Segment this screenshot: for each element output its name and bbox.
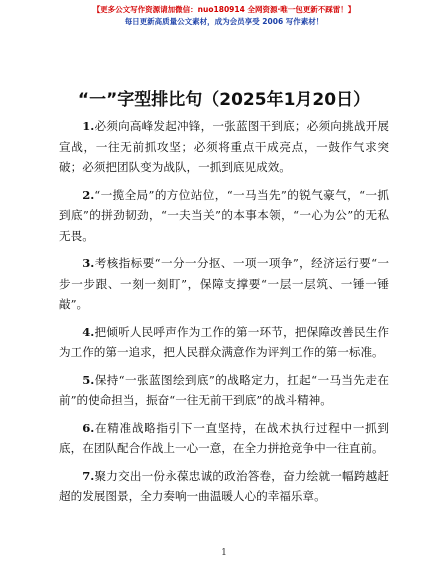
paragraph-text: 把倾听人民呼声作为工作的第一环节，把保障改善民生作为工作的第一追求，把人民群众满意作为评判工作的第一标准。 [59,324,389,359]
paragraph [59,466,389,507]
document-body [59,116,389,514]
banner-line-1: 【更多公文写作资源请加微信：nuo180914 全网资源·唯一包更新不踩雷！】 [92,5,356,14]
paragraph-number: 1. [82,119,95,133]
header-banner [0,4,448,28]
banner-line-2: 每日更新高质量公文素材，成为会员享受 2006 写作素材！ [124,17,324,26]
paragraph [59,322,389,363]
paragraph-text: 考核指标要“一分一分抠、一项一项争”，经济运行要“一步一步跟、一刻一刻盯”，保障支撑要“一层一层筑、一锤一锤敲”。 [59,256,389,311]
paragraph [59,370,389,411]
paragraph-number: 2. [82,187,95,202]
document-title: “一”字型排比句（2025年1月20日） [77,90,371,110]
page-number: 1 [221,548,227,558]
paragraph-number: 7. [82,468,95,483]
paragraph [59,116,389,178]
paragraph-number: 4. [82,324,95,339]
paragraph-number: 5. [82,372,95,387]
paragraph-text: 保持“一张蓝图绘到底”的战略定力，扛起“一马当先走在前”的使命担当，振奋“一往无前干到底”的战斗精神。 [59,372,389,407]
paragraph-text: “一揽全局”的方位站位，“一马当先”的锐气豪气，“一抓到底”的拼劲韧劲，“一夫当关”的本事本领，“一心为公”的无私无畏。 [59,187,389,243]
paragraph-text: 在精准战略指引下一直坚持，在战术执行过程中一抓到底，在团队配合作战上一心一意，在全力拼抢竞争中一往直前。 [59,420,389,455]
paragraph [59,185,389,247]
paragraph [59,253,389,315]
paragraph-number: 3. [82,256,95,270]
paragraph [59,418,389,459]
paragraph-number: 6. [82,420,95,435]
paragraph-text: 必须向高峰发起冲锋，一张蓝图干到底；必须向挑战开展宣战，一往无前抓攻坚；必须将重点干成亮点，一鼓作气求突破；必须把团队变为战队，一抓到底见成效。 [59,119,389,174]
paragraph-text: 聚力交出一份永葆忠诚的政治答卷，奋力绘就一幅跨越赶超的发展图景，全力奏响一曲温暖人心的幸福乐章。 [59,468,389,503]
